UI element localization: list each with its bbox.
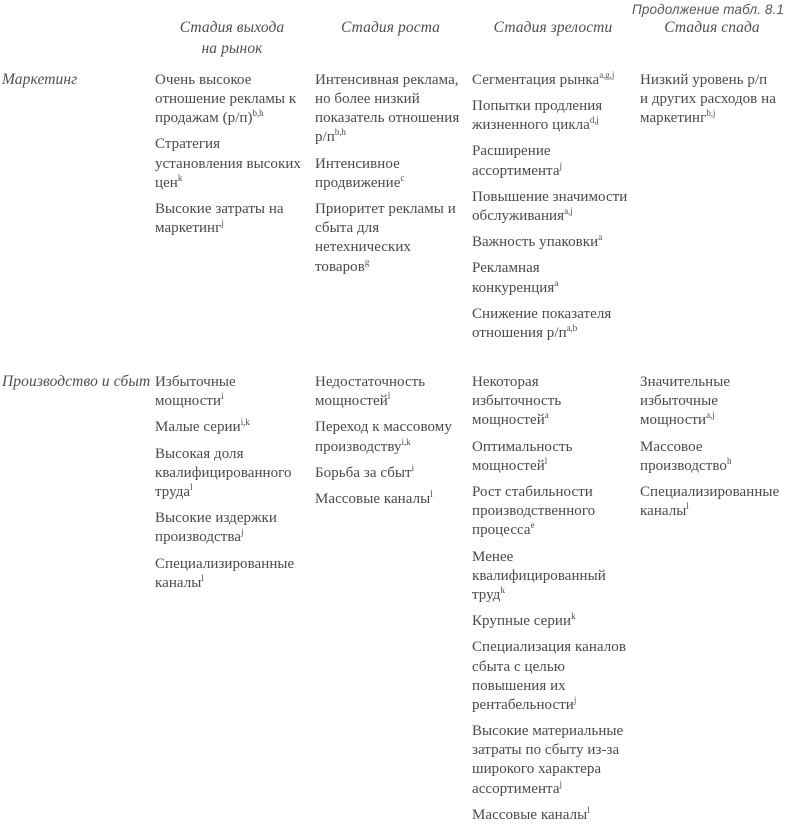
stub-header <box>0 18 155 60</box>
list-item: Интенсивное продвижение$^c$ <box>315 155 405 191</box>
list-item: Сегментация рынка$^{a,g,j}$ <box>472 69 615 88</box>
list-item: Важность упаковки$^a$ <box>472 232 603 251</box>
list-item: Специализированные каналы$^l$ <box>155 555 295 591</box>
product-life-cycle-table <box>0 18 790 825</box>
list-item: Оптимальность мощностей$^l$ <box>472 438 573 474</box>
footnote-marker: k <box>177 172 183 183</box>
footnote-marker: l <box>544 455 548 466</box>
cell-marketing-introduction <box>155 60 315 343</box>
item-list <box>155 71 303 239</box>
list-item: Значительные избыточные мощности$^{a,j}$ <box>640 374 731 429</box>
row-label-production: Производство и сбыт <box>2 373 151 391</box>
table-row-production <box>0 343 790 825</box>
list-item: Высокие затраты на маркетинг$^j$ <box>155 200 284 237</box>
cell-production-maturity <box>472 343 640 825</box>
table-body <box>0 60 790 825</box>
list-item: Специализация каналов сбыта с целью повышения их рентабельности$^j$ <box>472 639 626 713</box>
footnote-marker: l <box>430 489 433 500</box>
cell-production-introduction <box>155 343 315 825</box>
row-label-marketing: Маркетинг <box>2 70 78 88</box>
footnote-marker: h <box>726 455 732 466</box>
cell-production-growth <box>315 343 472 825</box>
column-header-1: Стадия роста <box>340 19 441 36</box>
cell-production-decline <box>640 343 790 825</box>
column-header-2: Стадия зрелости <box>493 19 613 36</box>
footnote-marker: a,g,j <box>599 69 615 80</box>
list-item: Крупные серии$^k$ <box>472 611 576 630</box>
footnote-marker: c <box>400 172 405 183</box>
running-head: Продолжение табл. 8.1 <box>632 2 784 17</box>
list-item: Высокая доля квалифицированного труда$^l$ <box>155 445 292 501</box>
item-list <box>155 373 303 593</box>
list-item: Массовые каналы$^l$ <box>472 804 590 823</box>
footnote-marker: i <box>221 391 224 402</box>
footnote-marker: a,j <box>706 410 715 421</box>
list-item: Борьба за сбыт$^i$ <box>315 462 415 481</box>
list-item: Массовое производство$^h$ <box>640 438 732 474</box>
item-list <box>315 373 460 509</box>
table-header-row <box>0 18 790 60</box>
footnote-marker: j <box>573 694 577 705</box>
list-item: Приоритет рекламы и сбыта для нетехнических товаров$^g$ <box>315 200 456 275</box>
item-list <box>472 373 628 825</box>
list-item: Расширение ассортимента$^j$ <box>472 143 562 179</box>
list-item: Низкий уровень р/п и других расходов на маркетинг$^{b,j}$ <box>640 71 776 127</box>
footnote-marker: e <box>530 520 535 531</box>
cell-marketing-decline <box>640 60 790 343</box>
footnote-marker: a,b <box>566 322 578 333</box>
footnote-marker: a <box>544 410 549 421</box>
list-item: Рекламная конкуренция$^a$ <box>472 260 559 296</box>
footnote-marker: b,h <box>252 108 264 119</box>
list-item: Рост стабильности производственного процесса$^e$ <box>472 484 596 539</box>
list-item: Снижение показателя отношения $р/п^{a,b}$ <box>472 305 612 341</box>
footnote-marker: i <box>411 462 415 473</box>
list-item: Повышение значимости обслуживания$^{a,j}$ <box>472 188 628 224</box>
footnote-marker: i,k <box>240 417 250 428</box>
cell-marketing-maturity <box>472 60 640 343</box>
footnote-marker: l <box>587 804 590 815</box>
item-list <box>640 373 778 521</box>
footnote-marker: l <box>686 501 689 512</box>
footnote-marker: j <box>559 160 562 171</box>
footnote-marker: a <box>554 277 559 288</box>
footnote-marker: b,h <box>334 127 346 138</box>
column-header-0: Стадия выхода на рынок <box>179 19 285 57</box>
footnote-marker: i,k <box>401 436 411 447</box>
cell-marketing-growth <box>315 60 472 343</box>
footnote-marker: l <box>190 482 193 493</box>
list-item: Недостаточность мощностей$^l$ <box>315 374 426 410</box>
list-item: Массовые каналы$^l$ <box>315 489 433 508</box>
list-item: Малые серии$^{i,k}$ <box>155 417 250 436</box>
list-item: Некоторая избыточность мощностей$^a$ <box>472 374 562 429</box>
item-list <box>472 71 628 343</box>
footnote-marker: d,j <box>589 115 599 126</box>
footnote-marker: g <box>364 256 370 267</box>
list-item: Менее квалифицированный труд$^k$ <box>472 548 606 603</box>
footnote-marker: j <box>221 218 224 229</box>
footnote-marker: j <box>559 778 562 789</box>
list-item: Переход к массовому производству$^{i,k}$ <box>315 419 452 455</box>
footnote-marker: b,j <box>706 108 716 119</box>
table-row-marketing <box>0 60 790 343</box>
list-item: Высокие материальные затраты по сбыту из-за широкого характера ассортимента$^j$ <box>472 723 624 797</box>
list-item: Интенсивная реклама, но более низкий показатель отношения $р/п^{b,h}$ <box>315 71 460 146</box>
list-item: Специализированные каналы$^l$ <box>640 484 780 520</box>
footnote-marker: l <box>387 391 391 402</box>
list-item: Стратегия установления высоких цен$^k$ <box>155 136 301 191</box>
footnote-marker: j <box>241 527 244 538</box>
footnote-marker: k <box>571 611 576 622</box>
item-list <box>315 71 460 277</box>
footnote-marker: l <box>201 572 204 583</box>
list-item: Избыточные мощности$^i$ <box>155 374 236 410</box>
footnote-marker: a <box>598 232 603 243</box>
footnote-marker: k <box>500 584 505 595</box>
list-item: Очень высокое отношение рекламы к продажам $(р/п)^{b,h}$ <box>155 71 297 127</box>
list-item: Попытки продления жизненного цикла$^{d,j}$ <box>472 98 603 134</box>
footnote-marker: a,j <box>564 205 573 216</box>
column-header-3: Стадия спада <box>664 19 760 36</box>
list-item: Высокие издержки производства$^j$ <box>155 510 277 546</box>
table-header <box>0 18 790 60</box>
item-list <box>640 71 778 129</box>
